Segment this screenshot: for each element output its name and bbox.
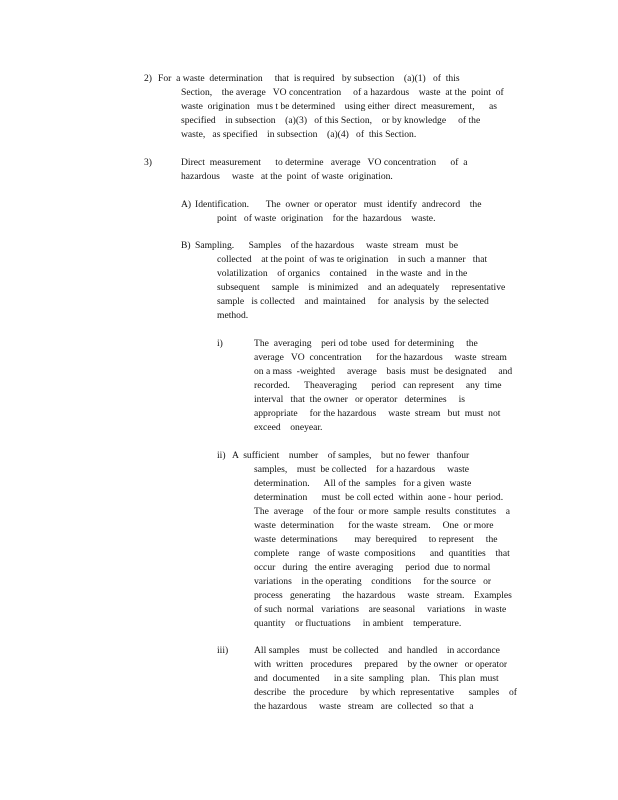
subitem-iii-line: All samples must be collected and handled in accordance xyxy=(254,645,500,656)
subitem-i-line: average VO concentration for the hazardous waste stream xyxy=(254,352,507,363)
subitem-iii-line: the hazardous waste stream are collected so that a xyxy=(254,701,474,712)
subitem-i-line: interval that the owner or operator determines is xyxy=(254,394,465,405)
subitem-i-line: on a mass -weighted average basis must be designated and xyxy=(254,366,513,377)
item-2-number: 2) xyxy=(144,73,152,84)
subitem-ii-line: occur during the entire averaging period due to normal xyxy=(254,562,491,573)
subitem-b-line: collected at the point of was te origination in such a manner that xyxy=(217,254,488,265)
subitem-ii-line: variations in the operating conditions for the source or xyxy=(254,576,492,587)
subitem-ii-line: waste determination for the waste stream. One or more xyxy=(254,520,494,531)
item-2-line: For a waste determination that is required by subsection (a)(1) of this xyxy=(158,73,460,84)
subitem-i-line: appropriate for the hazardous waste stream but must not xyxy=(254,408,501,419)
subitem-ii-line: complete range of waste compositions and quantities that xyxy=(254,548,510,559)
subitem-ii-line: determination must be coll ected within aone - hour period. xyxy=(254,492,504,503)
subitem-a-label: A) xyxy=(181,199,192,210)
subitem-b-line: subsequent sample is minimized and an adequately representative xyxy=(217,282,506,293)
subitem-b-line: Sampling. Samples of the hazardous waste stream must be xyxy=(195,240,458,251)
subitem-a-line: point of waste origination for the hazardous waste. xyxy=(217,213,436,224)
item-2-line: waste origination mus t be determined using either direct measurement, as xyxy=(181,101,497,112)
subitem-b-line: sample is collected and maintained for analysis by the selected xyxy=(217,296,489,307)
subitem-iii-label: iii) xyxy=(217,645,229,656)
item-2-line: waste, as specified in subsection (a)(4) of this Section. xyxy=(181,129,417,140)
subitem-i-line: The averaging peri od tobe used for determining the xyxy=(254,338,478,349)
subitem-ii-line: process generating the hazardous waste stream. Examples xyxy=(254,590,512,601)
item-3-line: Direct measurement to determine average VO concentration of a xyxy=(181,157,468,168)
subitem-i-line: exceed oneyear. xyxy=(254,422,323,433)
subitem-b-label: B) xyxy=(181,240,191,251)
subitem-ii-label: ii) xyxy=(217,450,226,461)
subitem-i-label: i) xyxy=(217,338,223,349)
subitem-iii-line: and documented in a site sampling plan. This plan must xyxy=(254,673,499,684)
subitem-ii-line: determination. All of the samples for a given waste xyxy=(254,478,472,489)
subitem-ii-line: waste determinations may berequired to represent the xyxy=(254,534,498,545)
subitem-ii-line: A sufficient number of samples, but no fewer thanfour xyxy=(232,450,470,461)
subitem-iii-line: describe the procedure by which representative samples of xyxy=(254,687,517,698)
subitem-ii-line: The average of the four or more sample results constitutes a xyxy=(254,506,511,517)
item-2-line: specified in subsection (a)(3) of this Section, or by knowledge of the xyxy=(181,115,481,126)
subitem-ii-line: of such normal variations are seasonal variations in waste xyxy=(254,604,507,615)
subitem-b-line: volatilization of organics contained in the waste and in the xyxy=(217,268,468,279)
subitem-i-line: recorded. Theaveraging period can represent any time xyxy=(254,380,502,391)
subitem-b-line: method. xyxy=(217,310,249,321)
subitem-iii-line: with written procedures prepared by the owner or operator xyxy=(254,659,508,670)
item-2-line: Section, the average VO concentration of a hazardous waste at the point of xyxy=(181,87,504,98)
item-3-line: hazardous waste at the point of waste origination. xyxy=(181,171,393,182)
subitem-ii-line: samples, must be collected for a hazardous waste xyxy=(254,464,469,475)
subitem-a-line: Identification. The owner or operator must identify andrecord the xyxy=(195,199,482,210)
item-3-number: 3) xyxy=(144,157,152,168)
subitem-ii-line: quantity or fluctuations in ambient temperature. xyxy=(254,618,462,629)
